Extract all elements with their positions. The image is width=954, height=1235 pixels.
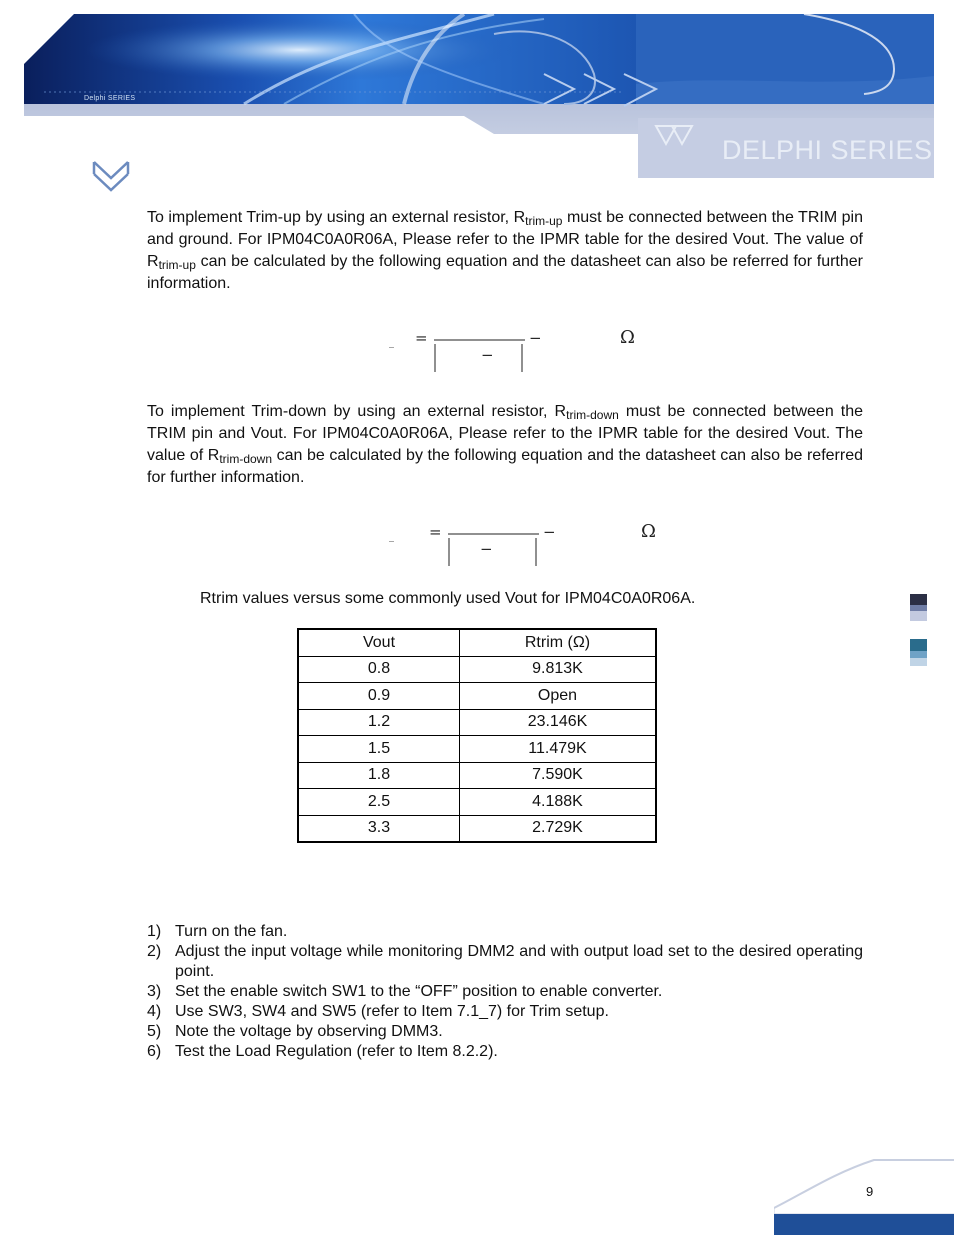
table-header-row	[298, 629, 656, 656]
chevron-down-icon	[92, 158, 130, 194]
side-color-marks	[910, 594, 928, 668]
cell-rtrim: 7.590K	[460, 762, 657, 789]
eq2-omega: Ω	[641, 521, 656, 542]
trim-down-text-3: can be calculated by the following equation and the datasheet can also be referred for further information.	[147, 447, 863, 486]
eq2-minus: −	[543, 523, 556, 541]
table-row	[298, 656, 656, 683]
header-caption: Delphi SERIES	[84, 95, 136, 102]
cell-vout: 0.9	[298, 683, 460, 710]
list-item	[147, 922, 863, 942]
eq2-fraction	[446, 532, 542, 568]
trim-down-subscript-2: trim-down	[219, 452, 273, 466]
step-text: Test the Load Regulation (refer to Item 8.2.2).	[175, 1043, 498, 1060]
trim-down-subscript: trim-down	[566, 408, 619, 422]
step-text: Adjust the input voltage while monitoring DMM2 and with output load set to the desired operating point.	[175, 943, 863, 980]
step-text: Set the enable switch SW1 to the “OFF” position to enable converter.	[175, 983, 663, 1000]
trim-up-paragraph	[147, 207, 863, 295]
procedure-steps	[147, 922, 863, 1062]
list-item	[147, 1042, 863, 1062]
cell-vout: 2.5	[298, 789, 460, 816]
eq1-sub-dash: _	[389, 337, 394, 348]
column-header-vout: Vout	[298, 629, 460, 656]
table-row	[298, 815, 656, 842]
eq2-inner-minus: −	[480, 540, 493, 558]
trim-down-text-1: To implement Trim-down by using an external resistor, R	[147, 403, 567, 420]
eq2-sub-dash: _	[389, 531, 394, 542]
eq1-fraction	[432, 338, 528, 374]
rtrim-table	[297, 628, 657, 843]
step-number: 2)	[147, 943, 162, 960]
step-text: Turn on the fan.	[175, 923, 288, 940]
step-text: Note the voltage by observing DMM3.	[175, 1023, 443, 1040]
cell-vout: 1.8	[298, 762, 460, 789]
table-row	[298, 683, 656, 710]
cell-rtrim: 9.813K	[460, 656, 657, 683]
trim-up-subscript-2: trim-up	[158, 258, 196, 272]
eq1-omega: Ω	[620, 327, 635, 348]
table-row	[298, 736, 656, 763]
table-caption: Rtrim values versus some commonly used Vout for IPM04C0A0R06A.	[200, 590, 696, 607]
page-number: 9	[866, 1184, 874, 1199]
step-number: 4)	[147, 1003, 162, 1020]
table-row	[298, 709, 656, 736]
table-row	[298, 789, 656, 816]
trim-down-text-2: must be connected between the TRIM pin and Vout. For IPM04C0A0R06A, Please refer to the IPMR table for the desired Vout. The value of R	[147, 403, 864, 464]
cell-rtrim: 11.479K	[460, 736, 657, 763]
eq1-inner-minus: −	[481, 346, 494, 364]
table-row	[298, 762, 656, 789]
cell-rtrim: 4.188K	[460, 789, 657, 816]
cell-rtrim: 23.146K	[460, 709, 657, 736]
list-item	[147, 982, 863, 1002]
list-item	[147, 942, 863, 982]
cell-rtrim: 2.729K	[460, 815, 657, 842]
cell-vout: 1.2	[298, 709, 460, 736]
eq2-equals: =	[429, 523, 442, 541]
list-item	[147, 1022, 863, 1042]
cell-vout: 3.3	[298, 815, 460, 842]
trim-up-text-1: To implement Trim-up by using an external resistor, R	[147, 209, 526, 226]
step-number: 1)	[147, 923, 162, 940]
cell-vout: 1.5	[298, 736, 460, 763]
step-text: Use SW3, SW4 and SW5 (refer to Item 7.1_7) for Trim setup.	[175, 1003, 609, 1020]
brand-title: DELPHI SERIES	[722, 135, 933, 165]
cell-rtrim: Open	[460, 683, 657, 710]
step-number: 6)	[147, 1043, 162, 1060]
eq1-minus: −	[529, 329, 542, 347]
eq1-equals: =	[415, 329, 428, 347]
trim-up-text-2: must be connected between the TRIM pin and ground. For IPM04C0A0R06A, Please refer to the IPMR table for the desired Vout. The value of R	[147, 209, 863, 270]
trim-up-subscript: trim-up	[525, 214, 563, 228]
footer-graphic	[774, 1158, 954, 1235]
header-banner	[24, 14, 934, 178]
trim-down-paragraph	[147, 401, 863, 489]
step-number: 3)	[147, 983, 162, 1000]
list-item	[147, 1002, 863, 1022]
trim-up-text-3: can be calculated by the following equation and the datasheet can also be referred for further information.	[147, 253, 863, 292]
column-header-rtrim: Rtrim (Ω)	[460, 629, 657, 656]
cell-vout: 0.8	[298, 656, 460, 683]
step-number: 5)	[147, 1023, 162, 1040]
